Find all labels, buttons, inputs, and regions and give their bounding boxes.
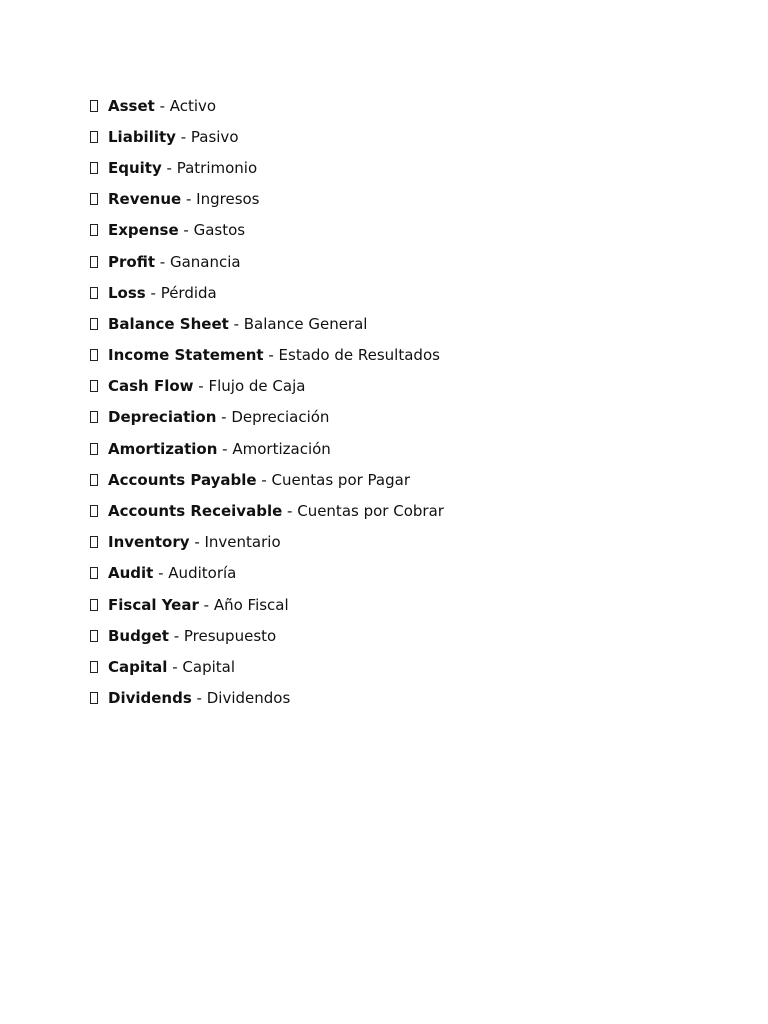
list-item	[90, 495, 444, 526]
checkbox-bullet-icon	[90, 630, 98, 642]
term-english: Amortization	[108, 439, 218, 458]
term-spanish: Inventario	[204, 533, 281, 552]
term-english: Expense	[108, 221, 179, 240]
term-separator: -	[282, 502, 298, 521]
list-item	[90, 340, 444, 371]
term-english: Balance Sheet	[108, 314, 229, 333]
checkbox-bullet-icon	[90, 256, 98, 268]
term-separator: -	[181, 190, 197, 209]
term-english: Dividends	[108, 689, 192, 708]
list-item	[90, 152, 444, 183]
term-english: Asset	[108, 96, 155, 115]
list-item	[90, 215, 444, 246]
term-english: Equity	[108, 158, 162, 177]
list-item	[90, 464, 444, 495]
term-separator: -	[155, 252, 170, 271]
term-english: Liability	[108, 127, 176, 146]
list-item	[90, 589, 444, 620]
glossary-list	[90, 90, 444, 714]
term-english: Accounts Payable	[108, 470, 257, 489]
list-item	[90, 620, 444, 651]
term-spanish: Gastos	[193, 221, 246, 240]
term-separator: -	[256, 470, 272, 489]
term-separator: -	[263, 346, 279, 365]
checkbox-bullet-icon	[90, 193, 98, 205]
term-separator: -	[217, 439, 233, 458]
term-separator: -	[178, 221, 194, 240]
list-item	[90, 433, 444, 464]
list-item	[90, 651, 444, 682]
term-english: Depreciation	[108, 408, 217, 427]
term-separator: -	[161, 158, 177, 177]
term-spanish: Ganancia	[169, 252, 241, 271]
term-english: Loss	[108, 283, 146, 302]
term-english: Cash Flow	[108, 377, 194, 396]
list-item	[90, 121, 444, 152]
term-separator: -	[168, 626, 184, 645]
term-spanish: Auditoría	[168, 564, 237, 583]
term-separator: -	[191, 689, 207, 708]
term-spanish: Capital	[182, 657, 236, 676]
checkbox-bullet-icon	[90, 505, 98, 517]
list-item	[90, 308, 444, 339]
term-english: Capital	[108, 657, 168, 676]
checkbox-bullet-icon	[90, 692, 98, 704]
list-item	[90, 90, 444, 121]
term-english: Audit	[108, 564, 154, 583]
term-english: Income Statement	[108, 346, 264, 365]
term-spanish: Balance General	[243, 314, 368, 333]
term-spanish: Patrimonio	[176, 158, 258, 177]
checkbox-bullet-icon	[90, 100, 98, 112]
term-english: Budget	[108, 626, 169, 645]
term-separator: -	[153, 564, 169, 583]
list-item	[90, 402, 444, 433]
checkbox-bullet-icon	[90, 474, 98, 486]
term-separator: -	[189, 533, 205, 552]
list-item	[90, 558, 444, 589]
term-spanish: Presupuesto	[183, 626, 277, 645]
checkbox-bullet-icon	[90, 567, 98, 579]
term-spanish: Depreciación	[231, 408, 330, 427]
list-item	[90, 527, 444, 558]
list-item	[90, 184, 444, 215]
term-separator: -	[216, 408, 232, 427]
checkbox-bullet-icon	[90, 661, 98, 673]
term-english: Accounts Receivable	[108, 502, 283, 521]
checkbox-bullet-icon	[90, 318, 98, 330]
term-separator: -	[198, 595, 214, 614]
checkbox-bullet-icon	[90, 224, 98, 236]
checkbox-bullet-icon	[90, 411, 98, 423]
term-spanish: Activo	[169, 96, 217, 115]
term-separator: -	[154, 96, 170, 115]
term-spanish: Ingresos	[196, 190, 260, 209]
term-english: Inventory	[108, 533, 190, 552]
term-spanish: Amortización	[232, 439, 331, 458]
term-spanish: Año Fiscal	[213, 595, 289, 614]
term-spanish: Flujo de Caja	[208, 377, 306, 396]
checkbox-bullet-icon	[90, 162, 98, 174]
checkbox-bullet-icon	[90, 287, 98, 299]
term-separator: -	[167, 657, 183, 676]
term-spanish: Pasivo	[190, 127, 239, 146]
term-spanish: Pérdida	[160, 283, 217, 302]
list-item	[90, 277, 444, 308]
checkbox-bullet-icon	[90, 599, 98, 611]
term-spanish: Estado de Resultados	[278, 346, 440, 365]
term-spanish: Cuentas por Cobrar	[297, 502, 444, 521]
term-separator: -	[193, 377, 209, 396]
term-english: Fiscal Year	[108, 595, 199, 614]
term-separator: -	[228, 314, 244, 333]
term-separator: -	[145, 283, 161, 302]
term-english: Profit	[108, 252, 155, 271]
term-separator: -	[175, 127, 191, 146]
list-item	[90, 246, 444, 277]
list-item	[90, 371, 444, 402]
checkbox-bullet-icon	[90, 536, 98, 548]
checkbox-bullet-icon	[90, 349, 98, 361]
checkbox-bullet-icon	[90, 131, 98, 143]
term-english: Revenue	[108, 190, 182, 209]
term-spanish: Cuentas por Pagar	[271, 470, 410, 489]
checkbox-bullet-icon	[90, 443, 98, 455]
checkbox-bullet-icon	[90, 380, 98, 392]
list-item	[90, 683, 444, 714]
term-spanish: Dividendos	[206, 689, 291, 708]
